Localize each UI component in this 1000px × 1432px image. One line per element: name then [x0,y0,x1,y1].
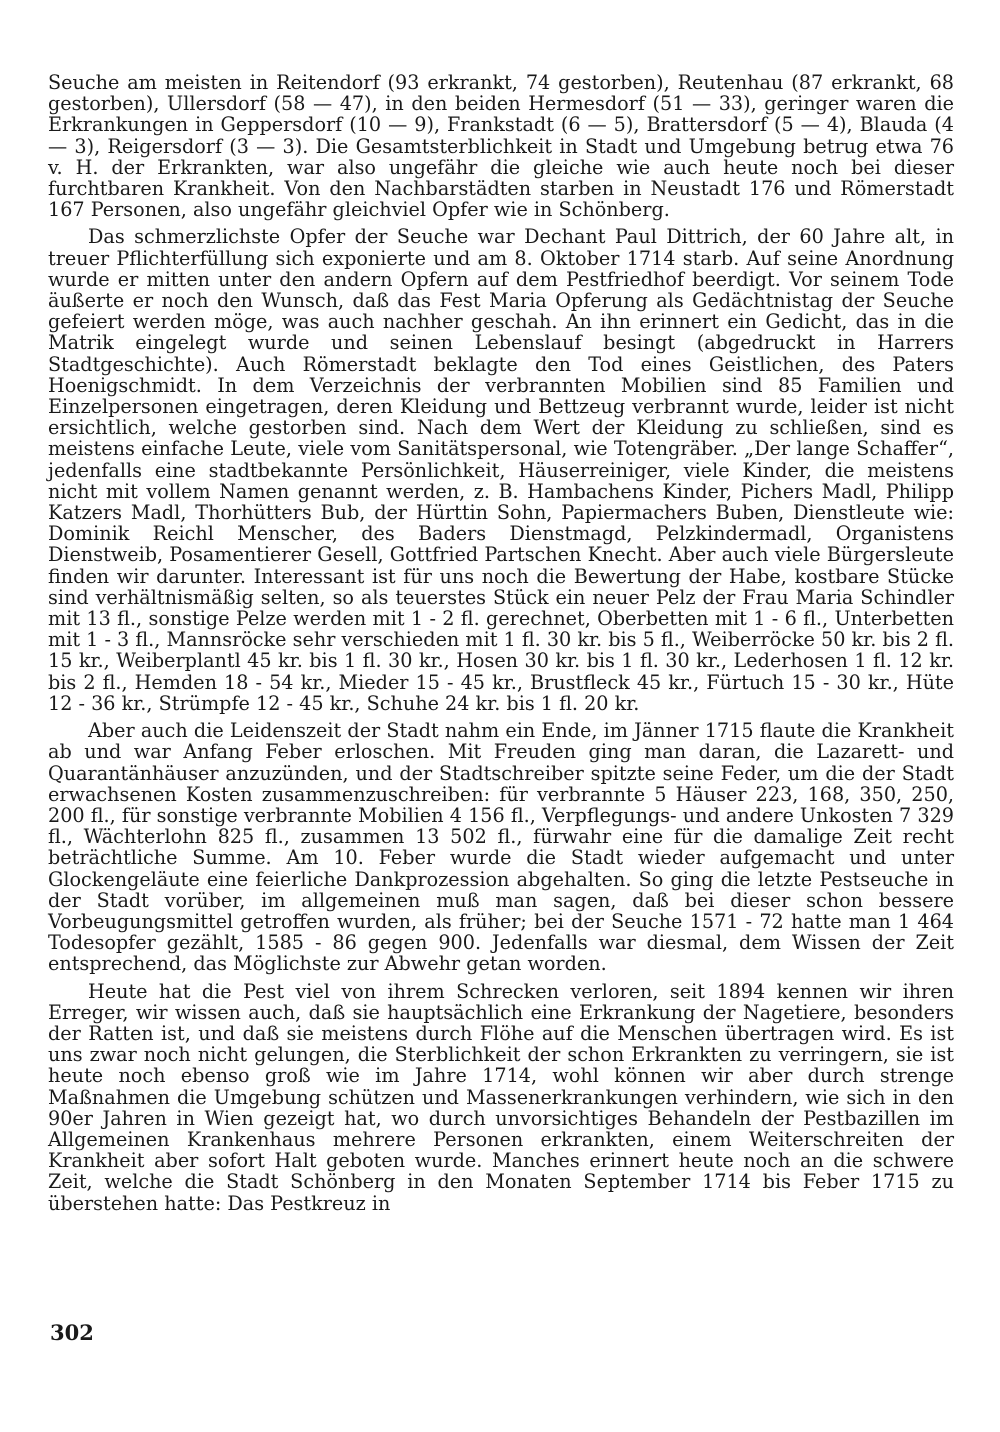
paragraph-end-of-plague: Aber auch die Leidenszeit der Stadt nahm ein Ende, im Jänner 1715 flaute die Krankheit ab und war Anfang Feber erloschen. Mit Freuden ging man daran, die Lazarett- und Quarantänhäuser anzuzünden, und der Stadtschreiber spitzte seine Feder, um die der Stadt erwachsenen Kosten zusammenzuschreiben: für verbrannte 5 Häuser 223, 168, 350, 250, 200 fl., für sonstige verbrannte Mobilien 4 156 fl., Verpflegungs- und andere Unkosten 7 329 fl., Wächterlohn 825 fl., zusammen 13 502 fl., fürwahr eine für die damalige Zeit recht beträchtliche Summe. Am 10. Feber wurde die Stadt wieder aufgemacht und unter Glockengeläute eine feierliche Dankprozession abgehalten. So ging die letzte Pestseuche in der Stadt vorüber, im allgemeinen muß man sagen, daß bei dieser schon bessere Vorbeugungsmittel getroffen wurden, als früher; bei der Seuche 1571 - 72 hatte man 1 464 Todesopfer gezählt, 1585 - 86 gegen 900. Jedenfalls war diesmal, dem Wissen der Zeit entsprechend, das Möglichste zur Abwehr getan worden. [48,719,954,976]
paragraph-plague-statistics: Seuche am meisten in Reitendorf (93 erkrankt, 74 gestorben), Reutenhau (87 erkrankt, 68 gestorben), Ullersdorf (58 — 47), in den beiden Hermesdorf (51 — 33), geringer waren die Erkrankungen in Geppersdorf (10 — 9), Frankstadt (6 — 5), Brattersdorf (5 — 4), Blauda (4 — 3), Reigersdorf (3 — 3). Die Gesamtsterblichkeit in Stadt und Umgebung betrug etwa 76 v. H. der Erkrankten, war also ungefähr die gleiche wie auch heute noch bei dieser furchtbaren Krankheit. Von den Nachbarstädten starben in Neustadt 176 und Römerstadt 167 Personen, also ungefähr gleichviel Opfer wie in Schönberg. [48,71,954,222]
paragraph-dechant-dittrich: Das schmerzlichste Opfer der Seuche war Dechant Paul Dittrich, der 60 Jahre alt, in treuer Pflichterfüllung sich exponierte und am 8. Oktober 1714 starb. Auf seine Anordnung wurde er mitten unter den andern Opfern auf dem Pestfriedhof beerdigt. Vor seinem Tode äußerte er noch den Wunsch, daß das Fest Maria Opferung als Gedächtnistag der Seuche gefeiert werden möge, was auch nachher geschah. An ihn erinnert ein Gedicht, das in die Matrik eingelegt wurde und seinen Lebenslauf besingt (abgedruckt in Harrers Stadtgeschichte). Auch Römerstadt beklagte den Tod eines Geistlichen, des Paters Hoenigschmidt. In dem Verzeichnis der verbrannten Mobilien sind 85 Familien und Einzelpersonen eingetragen, deren Kleidung und Bettzeug verbrannt wurde, leider ist nicht ersichtlich, welche gestorben sind. Nach dem Wert der Kleidung zu schließen, sind es meistens einfache Leute, viele vom Sanitätspersonal, wie Totengräber. „Der lange Schaffer“, jedenfalls eine stadtbekannte Persönlichkeit, Häuserreiniger, viele Kinder, die meistens nicht mit vollem Namen genannt werden, z. B. Hambachens Kinder, Pichers Madl, Philipp Katzers Madl, Thorhütters Bub, der Hürttin Sohn, Papiermachers Buben, Dienstleute wie: Dominik Reichl Menscher, des Baders Dienstmagd, Pelzkindermadl, Organistens Dienstweib, Posamentierer Gesell, Gottfried Partschen Knecht. Aber auch viele Bürgersleute finden wir darunter. Interessant ist für uns noch die Bewertung der Habe, kostbare Stücke sind verhältnismäßig selten, so als teuerstes Stück ein neuer Pelz der Frau Maria Schindler mit 13 fl., sonstige Pelze werden mit 1 - 2 fl. gerechnet, Oberbetten mit 1 - 6 fl., Unterbetten mit 1 - 3 fl., Mannsröcke sehr verschieden mit 1 fl. 30 kr. bis 5 fl., Weiberröcke 50 kr. bis 2 fl. 15 kr., Weiberplantl 45 kr. bis 1 fl. 30 kr., Hosen 30 kr. bis 1 fl. 30 kr., Lederhosen 1 fl. 12 kr. bis 2 fl., Hemden 18 - 54 kr., Mieder 15 - 45 kr., Brustfleck 45 kr., Fürtuch 15 - 30 kr., Hüte 12 - 36 kr., Strümpfe 12 - 45 kr., Schuhe 24 kr. bis 1 fl. 20 kr. [48,225,954,715]
page-number: 302 [50,1320,94,1345]
paragraph-plague-today: Heute hat die Pest viel von ihrem Schrecken verloren, seit 1894 kennen wir ihren Erreger, wir wissen auch, daß sie hauptsächlich eine Erkrankung der Nagetiere, besonders der Ratten ist, und daß sie meistens durch Flöhe auf die Menschen übertragen wird. Es ist uns zwar noch nicht gelungen, die Sterblichkeit der schon Erkrankten zu verringern, sie ist heute noch ebenso groß wie im Jahre 1714, wohl können wir aber durch strenge Maßnahmen die Umgebung schützen und Massenerkrankungen verhindern, wie sich in den 90er Jahren in Wien gezeigt hat, wo durch unvorsichtiges Behandeln der Pestbazillen im Allgemeinen Krankenhaus mehrere Personen erkrankten, einem Weiterschreiten der Krankheit aber sofort Halt geboten wurde. Manches erinnert heute noch an die schwere Zeit, welche die Stadt Schönberg in den Monaten September 1714 bis Feber 1715 zu überstehen hatte: Das Pestkreuz in [48,979,954,1215]
page-text-body [48,72,954,1220]
